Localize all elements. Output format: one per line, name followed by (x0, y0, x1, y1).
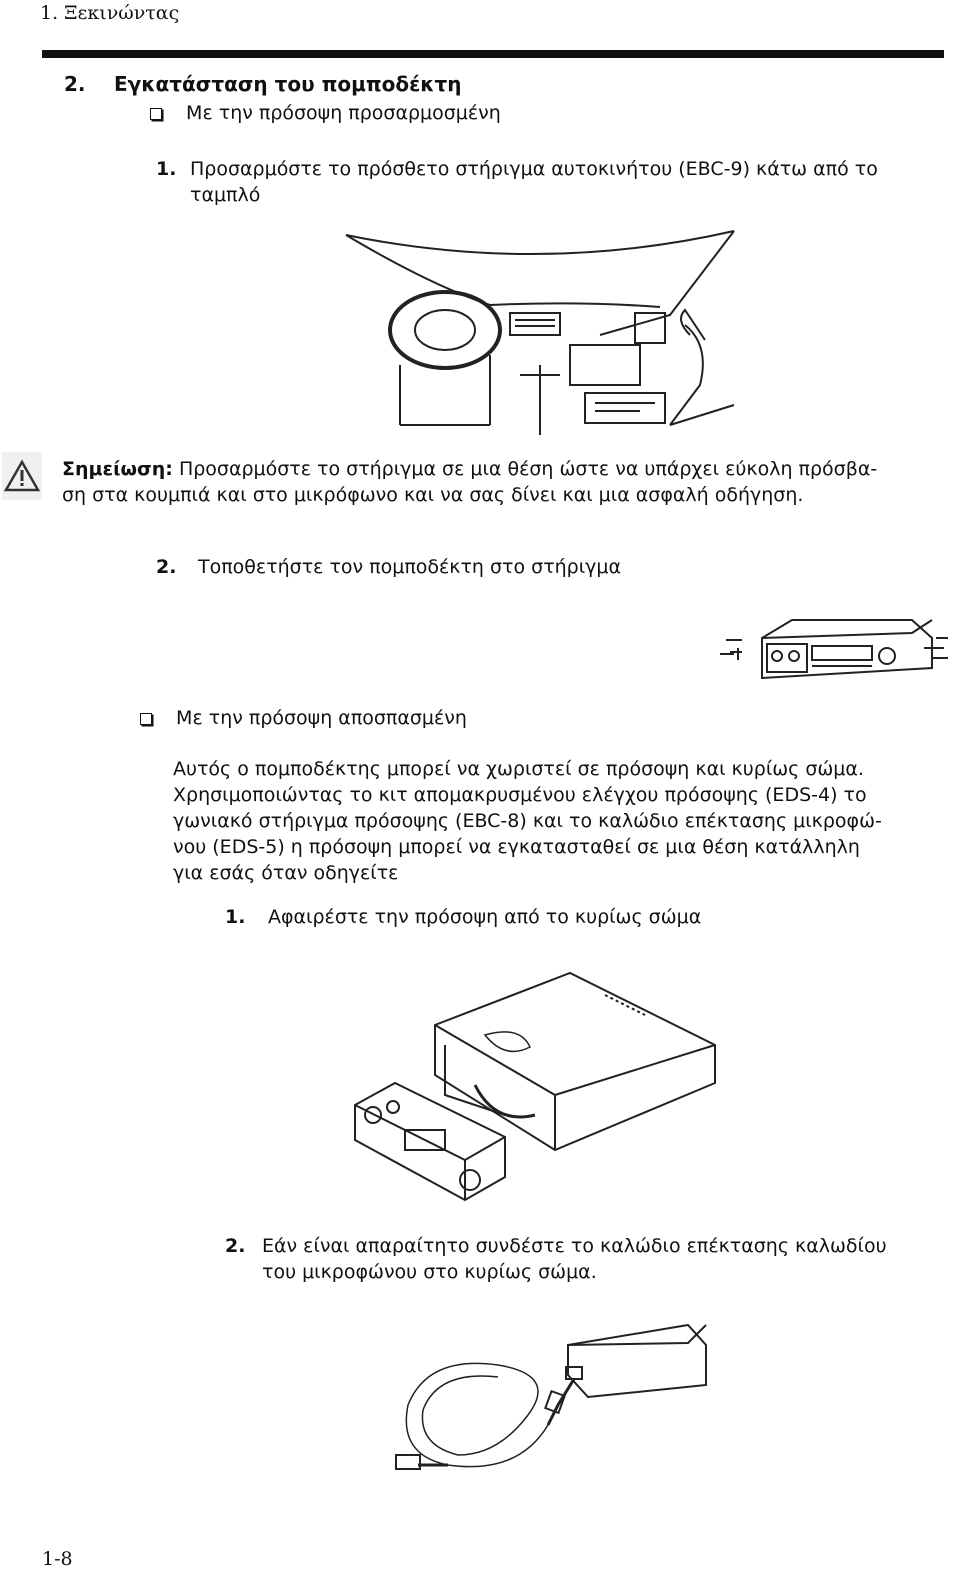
note-label: Σημείωση: (62, 458, 173, 480)
section-title: Εγκατάσταση του πομποδέκτη (114, 72, 462, 96)
section-heading (64, 72, 462, 96)
detached-step1-text: Αφαιρέστε την πρόσοψη από το κυρίως σώμα (268, 906, 702, 928)
header-rule (42, 50, 944, 58)
transceiver-bracket-illustration (712, 608, 952, 688)
bullet-attached (150, 100, 501, 126)
attached-step1-number: 1. (156, 158, 177, 180)
checkbox-bullet-icon (150, 108, 162, 120)
note-line2: ση στα κουμπιά και στο μικρόφωνο και να σας δίνει και μια ασφαλή οδήγηση. (62, 484, 804, 506)
section-number: 2. (64, 72, 86, 96)
detached-step1-number: 1. (225, 906, 246, 928)
note-line1: Σημείωση: Προσαρμόστε το στήριγμα σε μια θέση ώστε να υπάρχει εύκολη πρόσβα- (62, 458, 878, 480)
attached-step2-text: Τοποθετήστε τον πομποδέκτη στο στήριγμα (198, 556, 622, 578)
attached-step2-number: 2. (156, 556, 177, 578)
detached-step2-line2: του μικροφώνου στο κυρίως σώμα. (262, 1261, 597, 1283)
mic-cable-illustration (388, 1315, 718, 1480)
bullet-detached-label: Με την πρόσοψη αποσπασμένη (176, 707, 467, 729)
detached-step2-line1: Εάν είναι απαραίτητο συνδέστε το καλώδιο επέκτασης καλωδίου (262, 1235, 887, 1257)
faceplate-removal-illustration (345, 965, 720, 1210)
detached-paragraph: Αυτός ο πομποδέκτης μπορεί να χωριστεί σε πρόσοψη και κυρίως σώμα. Χρησιμοποιώντας το κιτ απομακρυσμένου ελέγχου πρόσοψης (EDS-4) το γωνιακό στήριγμα πρόσοψης (EBC-8) και το καλώδιο επέκτασης μικροφώ- νου (EDS-5) η πρόσοψη μπορεί να εγκατασταθεί σε μια θέση κατάλληλη για εσάς όταν οδηγείτε (173, 758, 882, 884)
dashboard-mount-illustration (340, 225, 740, 455)
detached-step2-number: 2. (225, 1235, 246, 1257)
bullet-attached-label: Με την πρόσοψη προσαρμοσμένη (186, 102, 501, 124)
running-header: 1. Ξεκινώντας (40, 2, 180, 24)
warning-icon (2, 452, 42, 500)
bullet-detached (140, 705, 467, 731)
checkbox-bullet-icon (140, 713, 152, 725)
attached-step1-text: Προσαρμόστε το πρόσθετο στήριγμα αυτοκινήτου (EBC-9) κάτω από το ταμπλό (190, 158, 878, 206)
page-number: 1-8 (42, 1548, 73, 1570)
